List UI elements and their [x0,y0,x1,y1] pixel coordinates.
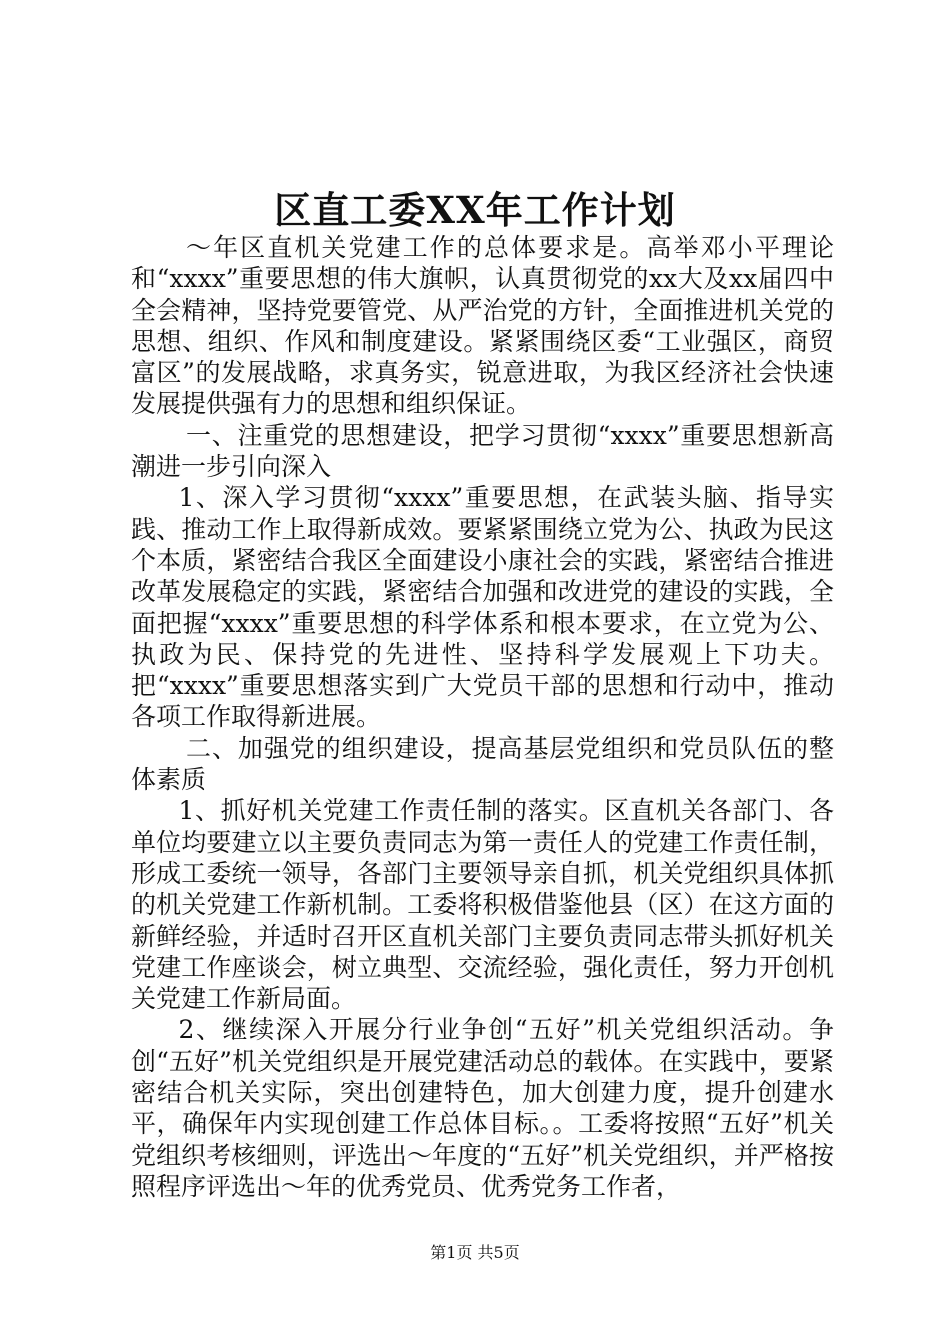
paragraph-intro: ～年区直机关党建工作的总体要求是。高举邓小平理论和“xxxx”重要思想的伟大旗帜，认真贯彻党的xx大及xx届四中全会精神，坚持党要管党、从严治党的方针，全面推进机关党的思想、组织、作风和制度建设。紧紧围绕区委“工业强区，商贸富区”的发展战略，求真务实，锐意进取，为我区经济社会快速发展提供强有力的思想和组织保证。 [131,233,834,419]
paragraph-2-1: 1、抓好机关党建工作责任制的落实。区直机关各部门、各单位均要建立以主要负责同志为第一责任人的党建工作责任制，形成工委统一领导，各部门主要领导亲自抓，机关党组织具体抓的机关党建工作新机制。工委将积极借鉴他县（区）在这方面的新鲜经验，并适时召开区直机关部门主要负责同志带头抓好机关党建工作座谈会，树立典型、交流经验，强化责任，努力开创机关党建工作新局面。 [131,796,834,1014]
section-heading-2: 二、加强党的组织建设，提高基层党组织和党员队伍的整体素质 [131,733,834,795]
page-number-footer: 第1页 共5页 [430,1243,520,1262]
section-heading-1: 一、注重党的思想建设，把学习贯彻“xxxx”重要思想新高潮进一步引向深入 [131,420,834,482]
paragraph-2-2: 2、继续深入开展分行业争创“五好”机关党组织活动。争创“五好”机关党组织是开展党建活动总的载体。在实践中，要紧密结合机关实际，突出创建特色，加大创建力度，提升创建水平，确保年内实现创建工作总体目标。。工委将按照“五好”机关党组织考核细则，评选出～年度的“五好”机关党组织，并严格按照程序评选出～年的优秀党员、优秀党务工作者， [131,1015,834,1201]
document-title: 区直工委XX年工作计划 [274,188,676,232]
paragraph-1-1: 1、深入学习贯彻“xxxx”重要思想，在武装头脑、指导实践、推动工作上取得新成效。要紧紧围绕立党为公、执政为民这个本质，紧密结合我区全面建设小康社会的实践，紧密结合推进改革发展稳定的实践，紧密结合加强和改进党的建设的实践，全面把握“xxxx”重要思想的科学体系和根本要求，在立党为公、执政为民、保持党的先进性、坚持科学发展观上下功夫。把“xxxx”重要思想落实到广大党员干部的思想和行动中，推动各项工作取得新进展。 [131,483,834,732]
document-body [131,232,834,1202]
